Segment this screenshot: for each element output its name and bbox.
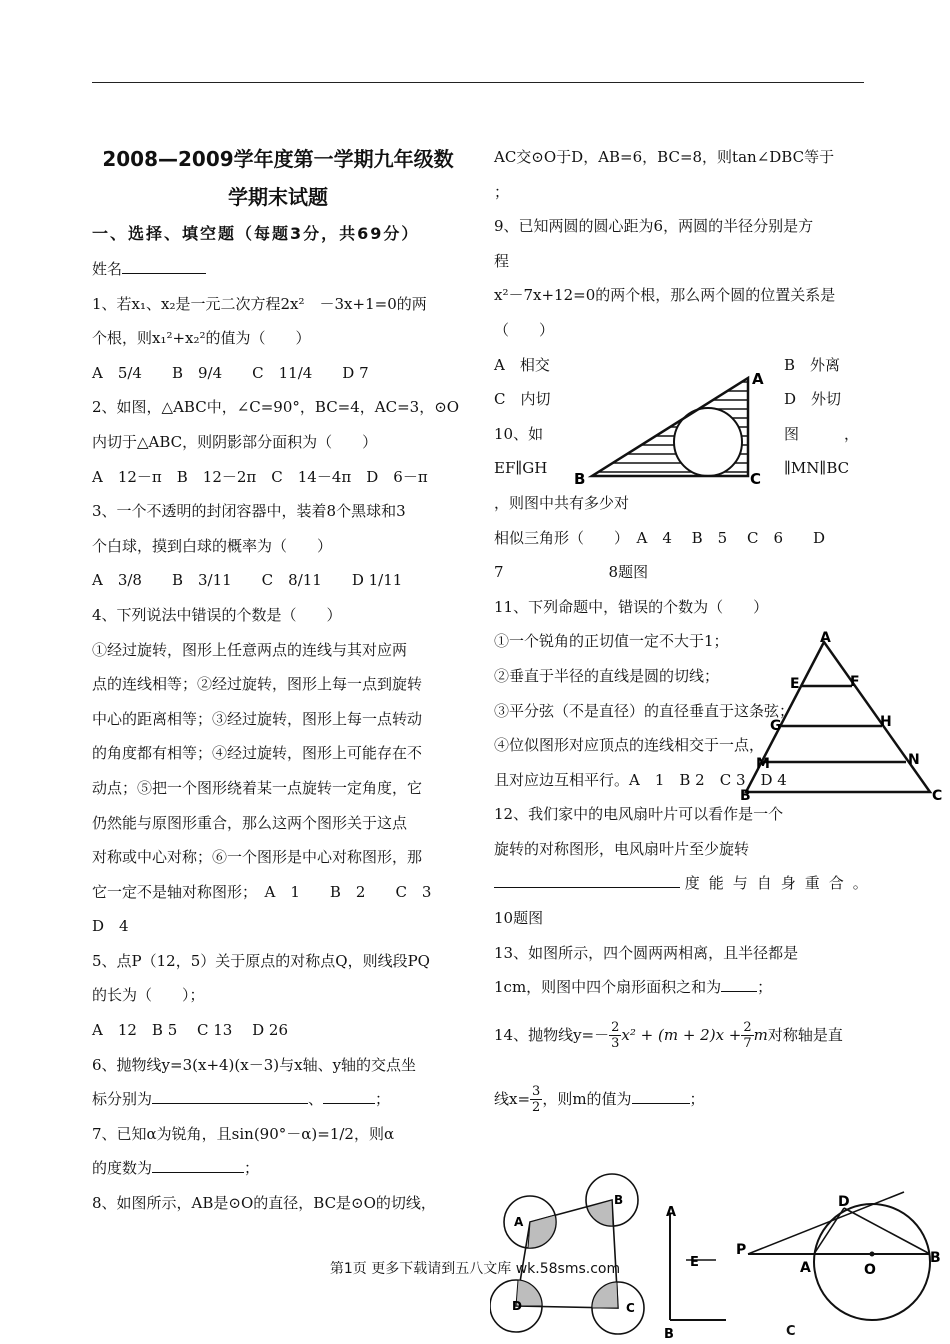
q5-line2: 的长为（ ）； <box>92 986 205 1005</box>
q8-line3: ； <box>494 182 510 201</box>
q4-line2: ①经过旋转，图形上任意两点的连线与其对应两 <box>92 640 408 659</box>
q4-line9: 它一定不是轴对称图形； A 1 B 2 C 3 <box>92 882 432 901</box>
fig13-label-c: C <box>626 1301 635 1315</box>
q7-line2: 的度数为 ； <box>92 1159 260 1178</box>
q6-line1: 6、抛物线y=3(x+4)(x－3)与x轴、y轴的交点坐 <box>92 1055 417 1074</box>
q2-options: A 12－π B 12－2π C 14－4π D 6－π <box>92 467 428 486</box>
q4-line4: 中心的距离相等；③经过旋转，图形上每一点转动 <box>92 709 423 728</box>
q11-line3: ②垂直于半径的直线是圆的切线； <box>494 666 720 685</box>
figright-label-b: B <box>930 1250 941 1266</box>
q7-line1: 7、已知α为锐角，且sin(90°－α)=1/2，则α <box>92 1124 395 1143</box>
section-heading: 一、选择、填空题（每题3分，共69分） <box>92 224 420 243</box>
q3-options: A 3/8 B 3/11 C 8/11 D 1/11 <box>92 571 403 590</box>
name-field: 姓名 <box>92 252 464 287</box>
fig13-label-b: B <box>614 1193 624 1207</box>
fig10-label-a: A <box>820 630 831 646</box>
figmid-label-e: E <box>690 1255 699 1270</box>
q5-options: A 12 B 5 C 13 D 26 <box>92 1021 289 1040</box>
q2-line2: 内切于△ABC，则阴影部分面积为（ ） <box>92 432 378 451</box>
q14-line2: 线x= $\frac{3}{2}$ ，则m的值为 ； <box>494 1084 705 1116</box>
fig10-caption: 10题图 <box>494 909 544 928</box>
page-title-line2: 学期末试题 <box>228 185 328 209</box>
fig8-label-a: A <box>752 370 764 388</box>
figright-label-a: A <box>800 1260 811 1276</box>
q10-line3: ，则图中共有多少对 <box>494 493 630 512</box>
q10-line2: EF∥GH ∥MN∥BC <box>494 459 850 478</box>
q4-line3: 点的连线相等；②经过旋转，图形上每一点到旋转 <box>92 675 423 694</box>
q4-line10: D 4 <box>92 917 129 936</box>
q4-line8: 对称或中心对称；⑥一个图形是中心对称图形，那 <box>92 848 423 867</box>
figure-8-triangle <box>570 366 770 490</box>
q5-line1: 5、点P（12，5）关于原点的对称点Q，则线段PQ <box>92 951 430 970</box>
q9-options-ab: A 相交 B 外离 <box>494 355 841 374</box>
q4-line5: 的角度都有相等；④经过旋转，图形上可能存在不 <box>92 744 423 763</box>
q13-line2: 1cm，则图中四个扇形面积之和为 ； <box>494 978 773 997</box>
q3-line1: 3、一个不透明的封闭容器中，装着8个黑球和3 <box>92 502 406 521</box>
q14-fraction-1: $\frac{2}{3}$ <box>611 1020 620 1052</box>
fig10-label-e: E <box>790 676 800 692</box>
q4-line1: 4、下列说法中错误的个数是（ ） <box>92 605 342 624</box>
figright-label-d: D <box>838 1194 850 1210</box>
q9-line2: 程 <box>494 251 510 270</box>
q4-line6: 动点；⑤把一个图形绕着某一点旋转一定角度，它 <box>92 778 423 797</box>
fig10-label-b: B <box>740 788 751 804</box>
page-title-line1: 2008—2009学年度第一学期九年级数 <box>102 147 454 171</box>
q9-line4: （ ） <box>494 320 555 339</box>
q9-line1: 9、已知两圆的圆心距为6，两圆的半径分别是方 <box>494 217 814 236</box>
q13-line1: 13、如图所示，四个圆两两相离，且半径都是 <box>494 943 799 962</box>
fig10-label-c: C <box>932 788 943 804</box>
q2-line1: 2、如图，△ABC中，∠C=90°，BC=4，AC=3，⊙O <box>92 398 460 417</box>
q6-line2: 标分别为 、 ； <box>92 1090 391 1109</box>
q8-line2: AC交⊙O于D，AB=6，BC=8，则tan∠DBC等于 <box>494 148 835 166</box>
q4-line7: 仍然能与原图形重合，那么这两个图形关于这点 <box>92 813 408 832</box>
q3-line2: 个白球，摸到白球的概率为（ ） <box>92 536 333 555</box>
fig13-label-d: D <box>512 1299 522 1313</box>
q10-options: 相似三角形（ ） A 4 B 5 C 6 D <box>494 528 826 547</box>
q10-line5: 7 8题图 <box>494 563 649 582</box>
q12-line2: 旋转的对称图形，电风扇叶片至少旋转 <box>494 839 750 858</box>
q1-options: A 5/4 B 9/4 C 11/4 D 7 <box>92 363 369 382</box>
fig10-label-g: G <box>770 718 782 734</box>
q1-line2: 个根，则x₁²+x₂²的值为（ ） <box>92 329 311 348</box>
q10-line1: 10、如 图 ， <box>494 424 860 443</box>
q14-fraction-2: $\frac{2}{7}$ <box>743 1020 752 1052</box>
fig8-label-b: B <box>574 470 586 488</box>
fig10-label-h: H <box>880 714 892 730</box>
q14-line1: 14、抛物线y=－ $\frac{2}{3}$ x² + (m + 2)x + $\frac{2}{7}$ m对称轴是直 <box>494 1020 843 1052</box>
q14-fraction-3: $\frac{3}{2}$ <box>532 1084 541 1116</box>
q8-line1: 8、如图所示，AB是⊙O的直径，BC是⊙O的切线， <box>92 1194 436 1213</box>
header-rule <box>92 82 864 83</box>
q1-line1: 1、若x₁、x₂是一元二次方程2x² －3x+1=0的两 <box>92 294 427 313</box>
fig10-label-f: F <box>850 674 860 690</box>
q9-line3: x²－7x+12=0的两个根，那么两个圆的位置关系是 <box>494 286 836 305</box>
fig13-label-a: A <box>514 1215 524 1229</box>
figmid-label-c: C <box>786 1324 796 1339</box>
fig10-label-m: M <box>756 756 770 772</box>
q12-line1: 12、我们家中的电风扇叶片可以看作是一个 <box>494 805 784 824</box>
left-column <box>92 140 464 1221</box>
figure-10-triangle <box>736 630 948 806</box>
fig10-label-n: N <box>908 752 920 768</box>
figright-label-p: P <box>736 1242 747 1258</box>
q11-line4: ③平分弦（不是直径）的直径垂直于这条弦； <box>494 701 795 720</box>
figmid-label-b: B <box>664 1327 674 1342</box>
fig8-label-c: C <box>750 470 762 488</box>
q12-line3: 度能与自身重合。 <box>494 866 866 901</box>
page-footer: 第1页 更多下载请到五八文库 wk.58sms.com <box>329 1261 621 1277</box>
q11-options: 且对应边互相平行。A 1 B 2 C 3 D 4 <box>494 770 787 789</box>
q11-line1: 11、下列命题中，错误的个数为（ ） <box>494 597 769 616</box>
figright-label-o: O <box>864 1262 876 1278</box>
figure-13-circles <box>490 1168 650 1344</box>
q11-line5: ④位似图形对应顶点的连线相交于一点， <box>494 736 765 755</box>
q11-line2: ①一个锐角的正切值一定不大于1； <box>494 632 729 651</box>
q9-options-cd: C 内切 D 外切 <box>494 390 842 409</box>
figmid-label-a: A <box>666 1205 677 1220</box>
